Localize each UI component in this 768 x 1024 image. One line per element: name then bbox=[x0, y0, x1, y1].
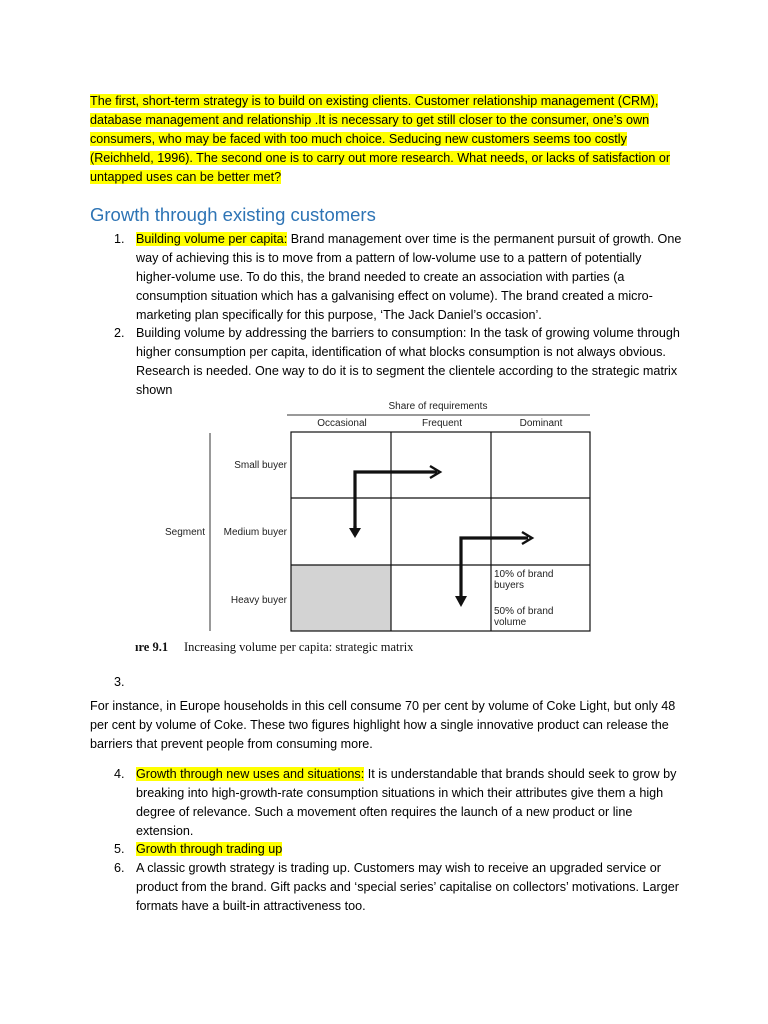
segment-label: Segment bbox=[164, 527, 206, 538]
list-item-text bbox=[136, 230, 684, 325]
row-medium-buyer: Medium buyer bbox=[223, 527, 287, 538]
column-frequent: Frequent bbox=[421, 418, 463, 429]
highlighted-term: Growth through new uses and situations: bbox=[136, 767, 365, 781]
intro-paragraph bbox=[90, 92, 690, 187]
list-number: 1. bbox=[114, 232, 125, 246]
list-item-2 bbox=[114, 324, 684, 400]
figure-number: ıre 9.1 bbox=[135, 640, 169, 654]
row-small-buyer: Small buyer bbox=[234, 460, 287, 471]
arrow-small-to-frequent bbox=[355, 472, 437, 535]
list-item-5 bbox=[114, 840, 684, 859]
note-brand-volume-line1: 50% of brand bbox=[494, 606, 554, 617]
list-number: 6. bbox=[114, 861, 125, 875]
list-item-text bbox=[136, 765, 684, 841]
highlighted-term: Building volume per capita: bbox=[136, 232, 288, 246]
list-item-text bbox=[136, 840, 684, 859]
list-item-text: Building volume by addressing the barriers to consumption: In the task of growing volume through higher consumption per capita, identification of what blocks consumption is not always obvious. Research is needed. One way to do it is to segment the clientele according to the strategic matrix shown bbox=[136, 326, 680, 397]
strategic-matrix-figure bbox=[130, 393, 600, 661]
note-brand-buyers-line1: 10% of brand bbox=[494, 569, 554, 580]
list-item-1 bbox=[114, 230, 684, 325]
list-item-text: A classic growth strategy is trading up. Customers may wish to receive an upgraded service or product from the brand. Gift packs and ‘special series’ capitalise on collectors’ motivations. Larger formats have a built-in attractiveness too. bbox=[136, 861, 679, 913]
list-number: 5. bbox=[114, 842, 125, 856]
share-of-requirements-label: Share of requirements bbox=[388, 401, 488, 412]
arrow-down-head-1 bbox=[349, 528, 361, 538]
item-body: It is understandable that brands should seek to grow by breaking into high-growth-rate consumption situations in which their attributes give them a high degree of relevance. Such a movement often requires the launch of a new product or line extension. bbox=[136, 767, 677, 838]
intro-highlighted-text: The first, short-term strategy is to build on existing clients. Customer relationship management (CRM), database management and relationship .It is necessary to get still closer to the consumer, one’s own consumers, who may be faced with too much choice. Seducing new customers seems too costly (Reichheld, 1996). The second one is to carry out more research. What needs, or lacks of satisfaction or untapped uses can be better met? bbox=[90, 94, 671, 184]
item-body: Brand management over time is the permanent pursuit of growth. One way of achieving this is to move from a pattern of low-volume use to a pattern of potentially higher-volume use. To do this, the brand needed to create an association with parties (a consumption situation which has a galvanising effect on volume). The brand created a micro-marketing plan specifically for this purpose, ‘The Jack Daniel’s occasion’. bbox=[136, 232, 682, 322]
column-occasional: Occasional bbox=[317, 418, 367, 429]
note-brand-buyers-line2: buyers bbox=[494, 580, 525, 591]
body-paragraph: For instance, in Europe households in this cell consume 70 per cent by volume of Coke Light, but only 48 per cent by volume of Coke. These two figures highlight how a single innovative product can release the barriers that prevent people from consuming more. bbox=[90, 699, 676, 751]
strategic-matrix-diagram bbox=[130, 393, 600, 661]
arrow-down-head-2 bbox=[455, 596, 467, 607]
list-item-4 bbox=[114, 765, 684, 841]
heavy-occasional-shaded-cell bbox=[291, 565, 391, 631]
note-brand-volume-line2: volume bbox=[494, 617, 527, 628]
highlighted-term: Growth through trading up bbox=[136, 842, 283, 856]
row-heavy-buyer: Heavy buyer bbox=[230, 595, 287, 606]
list-item-6 bbox=[114, 859, 684, 916]
figure-caption: Increasing volume per capita: strategic matrix bbox=[184, 640, 414, 654]
list-number: 2. bbox=[114, 326, 125, 340]
section-heading: Growth through existing customers bbox=[90, 204, 376, 225]
column-dominant: Dominant bbox=[519, 418, 563, 429]
list-number: 3. bbox=[114, 675, 125, 689]
list-number: 4. bbox=[114, 767, 125, 781]
